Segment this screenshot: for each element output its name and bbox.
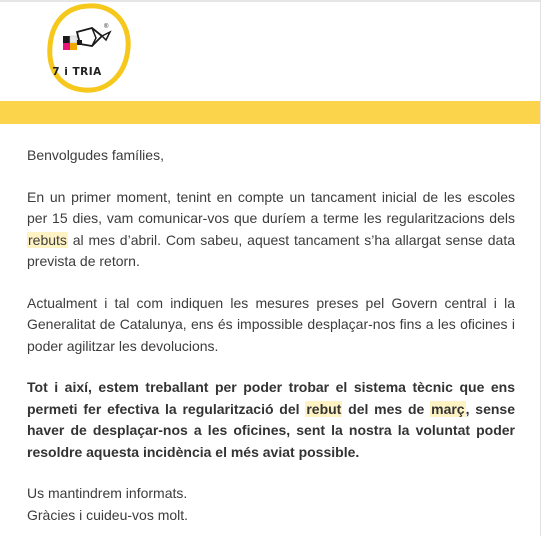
closing bbox=[27, 483, 515, 526]
paragraph-3: Tot i així, estem treballant per poder trobar el sistema tècnic que ens permeti fer efectiva la regularització del rebut del mes de març, sense haver de desplaçar-nos a les oficines, sent la nostra la voluntat poder resoldre aquesta incidència el més aviat possible. bbox=[27, 379, 515, 460]
closing-line-1: Us mantindrem informats. bbox=[27, 485, 188, 501]
brand-logo bbox=[44, 2, 132, 94]
letter-body bbox=[27, 145, 515, 526]
closing-line-2: Gràcies i cuideu-vos molt. bbox=[27, 506, 189, 523]
email-header bbox=[0, 2, 541, 101]
accent-banner bbox=[0, 101, 541, 124]
logo-badge-icon bbox=[44, 2, 132, 94]
brand-name: 7 i TRIA bbox=[52, 66, 102, 78]
greeting: Benvolgudes famílies, bbox=[27, 147, 164, 163]
highlight-marc: març bbox=[431, 400, 465, 417]
paragraph-1: En un primer moment, tenint en compte un tancament inicial de les escoles per 15 dies, vam comunicar-vos que duríem a terme les regularitzacions dels rebuts al mes d’abril. Com sabeu, aquest tancament s’ha allargat sense data prevista de retorn. bbox=[27, 188, 515, 269]
highlight-rebuts: rebuts bbox=[28, 231, 67, 248]
highlight-rebut: rebut bbox=[306, 400, 342, 417]
paragraph-2: Actualment i tal com indiquen les mesures preses pel Govern central i la Generalitat de Catalunya, ens és impossible desplaçar-nos fins a les oficines i poder agilitzar les devolucions. bbox=[27, 294, 515, 354]
registered-mark: ® bbox=[104, 24, 109, 30]
